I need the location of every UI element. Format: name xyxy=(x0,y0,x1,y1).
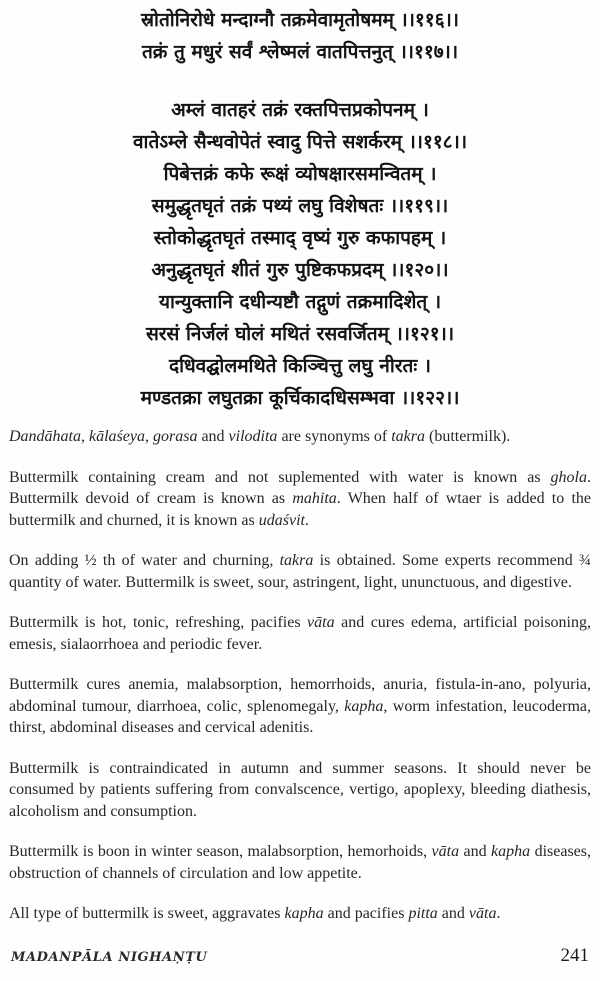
text-segment: , xyxy=(81,428,89,445)
italic-term: kapha xyxy=(344,697,384,715)
text-segment: Buttermilk cures anemia, malabsorption, hemorrhoids, anuria, fistula-in-ano, polyuria, abdominal tumour, diarrhoea, colic, splenomegaly, xyxy=(9,676,591,715)
verse-line: मण्डतक्रा लघुतक्रा कूर्चिकादधिसम्भवा ।।१२२।। xyxy=(140,387,460,409)
italic-term: ghola xyxy=(550,468,587,486)
sanskrit-verse-block-118-122 xyxy=(9,94,591,414)
text-segment: and pacifies xyxy=(323,905,409,922)
book-title: MADANPĀLA NIGHAṆṬU xyxy=(11,950,208,965)
text-segment: On adding ½ th of water and churning, xyxy=(9,552,280,569)
text-segment: . xyxy=(304,511,309,529)
paragraph xyxy=(9,550,591,593)
italic-term: takra xyxy=(279,552,314,569)
text-segment: diseases, obstruction of channels of circulation and low appetite. xyxy=(9,843,592,882)
verse-line: वातेऽम्ले सैन्धवोपेतं स्वादु पित्ते सशर्करम् ।।११८।। xyxy=(132,131,468,153)
text-segment: , xyxy=(144,428,153,445)
italic-term: Dandāhata xyxy=(9,428,81,445)
text-segment: and xyxy=(459,843,492,860)
text-segment: are synonyms of xyxy=(277,428,392,445)
italic-term: vilodita xyxy=(228,428,278,445)
paragraph xyxy=(9,841,591,884)
verse-line: यान्युक्तानि दधीन्यष्टौ तद्गुणं तक्रमादिशेत् । xyxy=(158,291,442,313)
text-segment: and xyxy=(197,428,229,445)
italic-term: udaśvit xyxy=(258,511,305,529)
verse-line: स्रोतोनिरोधे मन्दाग्नौ तक्रमेवामृतोषमम् ।।११६।। xyxy=(141,9,459,31)
verse-line: समुद्धृतघृतं तक्रं पथ्यं लघु विशेषतः ।।११९।। xyxy=(151,195,449,217)
english-translation xyxy=(9,426,591,944)
verse-line: सरसं निर्जलं घोलं मथितं रसवर्जितम् ।।१२१।। xyxy=(145,323,455,345)
page-number: 241 xyxy=(560,945,589,966)
paragraph xyxy=(9,467,591,532)
text-segment: Buttermilk is contraindicated in autumn and summer seasons. It should never be consumed by patients suffering from convalscence, vertigo, apoplexy, bleeding diathesis, alcoholism and consumption. xyxy=(9,759,591,820)
verse-line: अम्लं वातहरं तक्रं रक्तपित्तप्रकोपनम् । xyxy=(171,99,429,121)
italic-term: kapha xyxy=(491,843,531,860)
text-segment: . xyxy=(496,905,501,922)
text-segment: Buttermilk is hot, tonic, refreshing, pacifies xyxy=(9,614,308,631)
italic-term: vāta xyxy=(431,843,460,860)
italic-term: gorasa xyxy=(152,428,198,445)
text-segment: . Buttermilk devoid of cream is known as xyxy=(9,468,591,507)
text-segment: All type of buttermilk is sweet, aggravates xyxy=(9,905,285,922)
paragraph xyxy=(9,612,591,655)
text-segment: is obtained. Some experts recommend ¾ quantity of water. Buttermilk is sweet, sour, astringent, light, ununctuous, and digestive. xyxy=(9,552,591,591)
italic-term: vāta xyxy=(468,905,497,922)
italic-term: takra xyxy=(391,428,425,445)
italic-term: kapha xyxy=(284,905,324,922)
paragraph xyxy=(9,758,591,823)
paragraph xyxy=(9,674,591,739)
verse-line: तक्रं तु मधुरं सर्वं श्लेष्मलं वातपित्तनुत् ।।११७।। xyxy=(141,41,459,63)
sanskrit-verse-block-116-117 xyxy=(9,4,591,68)
italic-term: mahita xyxy=(292,490,337,507)
paragraph xyxy=(9,426,591,448)
text-segment: , worm infestation, leucoderma, thirst, abdominal diseases and cervical adenitis. xyxy=(9,697,591,736)
italic-term: vāta xyxy=(307,614,335,631)
text-segment: Buttermilk containing cream and not suplemented with water is known as xyxy=(9,468,551,486)
italic-term: kālaśeya xyxy=(89,428,145,445)
text-segment: and xyxy=(437,905,469,922)
text-segment: Buttermilk is boon in winter season, malabsorption, hemorhoids, xyxy=(9,843,432,860)
page-footer xyxy=(9,945,591,967)
text-segment: . When half of wtaer is added to the buttermilk and churned, it is known as xyxy=(9,490,591,529)
paragraph xyxy=(9,903,591,925)
text-segment: (buttermilk). xyxy=(424,428,511,445)
verse-line: पिबेत्तक्रं कफे रूक्षं व्योषक्षारसमन्वितम् । xyxy=(163,163,437,185)
text-segment: and cures edema, artificial poisoning, emesis, sialaorrhoea and periodic fever. xyxy=(9,614,592,653)
verse-line: अनुद्धृतघृतं शीतं गुरु पुष्टिकफप्रदम् ।।१२०।। xyxy=(151,259,449,281)
verse-line: स्तोकोद्धृतघृतं तस्माद् वृष्यं गुरु कफापहम् । xyxy=(153,227,447,249)
verse-line: दधिवद्घोलमथिते किञ्चित्तु लघु नीरतः । xyxy=(168,355,432,377)
italic-term: pitta xyxy=(408,905,438,922)
